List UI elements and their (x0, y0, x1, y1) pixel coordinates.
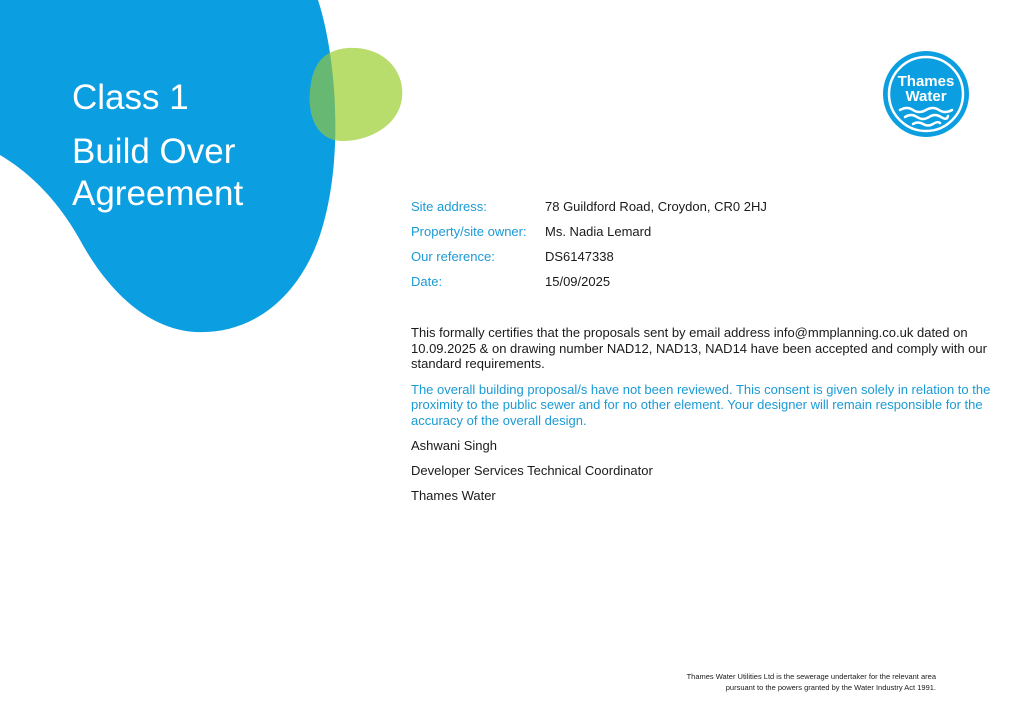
detail-label: Date: (411, 274, 443, 289)
detail-value: Ms. Nadia Lemard (545, 224, 652, 239)
signatory-role: Developer Services Technical Coordinator (411, 463, 653, 478)
signature-block (411, 438, 996, 503)
signatory-name: Ashwani Singh (411, 438, 497, 453)
detail-label: Site address: (411, 199, 487, 214)
logo-text-line1: Thames (897, 73, 955, 90)
certification-paragraph: This formally certifies that the proposals sent by email address info@mmplanning.co.uk dated on 10.09.2025 & on drawing number NAD12, NAD13, NAD14 have been accepted and comply with our standard requirements. (411, 325, 987, 371)
detail-value: 15/09/2025 (545, 274, 611, 289)
signatory-organisation: Thames Water (411, 488, 496, 503)
detail-value: 78 Guildford Road, Croydon, CR0 2HJ (545, 199, 767, 214)
detail-value: DS6147338 (545, 249, 614, 264)
thames-water-logo (882, 50, 970, 138)
title-agreement: Build Over Agreement (72, 132, 244, 213)
detail-label: Property/site owner: (411, 224, 527, 239)
title-class: Class 1 (72, 78, 189, 117)
detail-label: Our reference: (411, 249, 495, 264)
footer-line-1: Thames Water Utilities Ltd is the sewerage undertaker for the relevant area (686, 672, 936, 681)
footer-line-2: pursuant to the powers granted by the Water Industry Act 1991. (725, 683, 936, 692)
logo-text-line2: Water (905, 88, 947, 105)
certificate-body (411, 325, 996, 513)
legal-footer (600, 671, 936, 693)
disclaimer-paragraph: The overall building proposal/s have not been reviewed. This consent is given solely in relation to the proximity to the public sewer and for no other element. Your designer will remain responsible for the accuracy of the overall design. (411, 381, 991, 428)
